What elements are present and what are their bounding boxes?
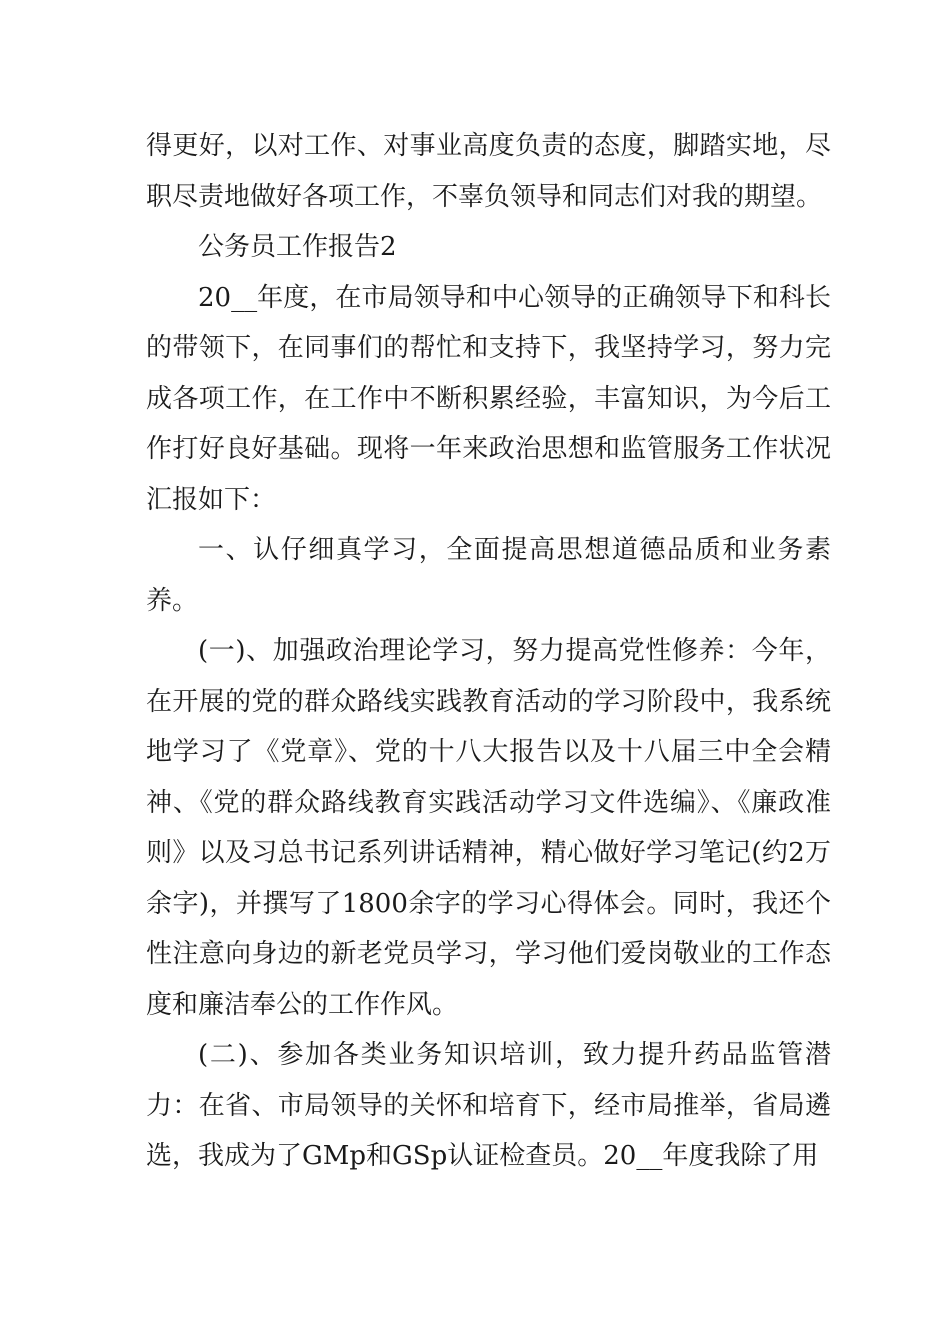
section-item-1: 一、认仔细真学习，全面提高思想道德品质和业务素养。 (146, 535, 831, 616)
document-body (146, 121, 831, 1182)
section-heading: 公务员工作报告2 (198, 232, 397, 262)
paragraph-intro: 20__年度，在市局领导和中心领导的正确领导下和科长的带领下，在同事们的帮忙和支持下，我坚持学习，努力完成各项工作，在工作中不断积累经验，丰富知识，为今后工作打好良好基础。现将一年来政治思想和监管服务工作状况汇报如下： (146, 282, 831, 515)
paragraph-continuation: 得更好，以对工作、对事业高度负责的态度，脚踏实地，尽职尽责地做好各项工作，不辜负领导和同志们对我的期望。 (146, 131, 831, 212)
subsection-item-1: (一)、加强政治理论学习，努力提高党性修养：今年，在开展的党的群众路线实践教育活动的学习阶段中，我系统地学习了《党章》、党的十八大报告以及十八届三中全会精神、《党的群众路线教育实践活动学习文件选编》、《廉政准则》以及习总书记系列讲话精神，精心做好学习笔记(约2万余字)，并撰写了1800余字的学习心得体会。同时，我还个性注意向身边的新老党员学习，学习他们爱岗敬业的工作态度和廉洁奉公的工作作风。 (146, 636, 831, 1020)
subsection-item-2: (二)、参加各类业务知识培训，致力提升药品监管潜力：在省、市局领导的关怀和培育下，经市局推举，省局遴选，我成为了GMp和GSp认证检查员。20__年度我除了用 (146, 1040, 831, 1171)
